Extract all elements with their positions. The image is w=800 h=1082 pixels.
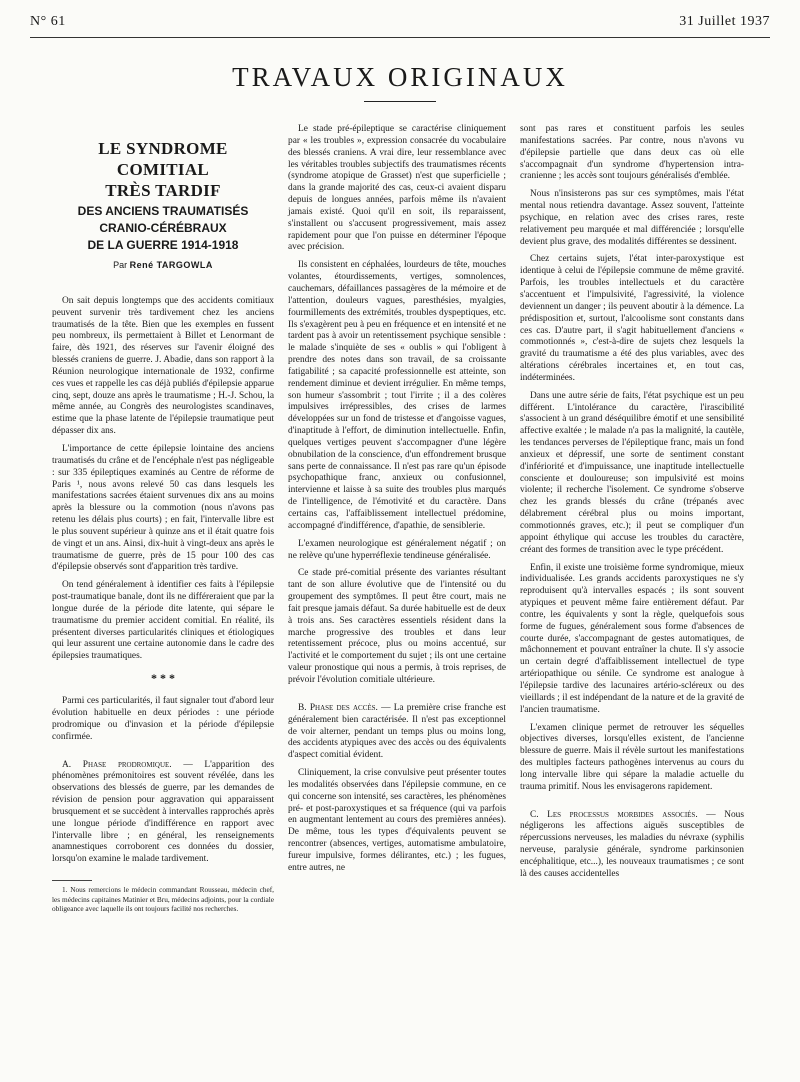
spacer xyxy=(288,693,506,703)
paragraph: Enfin, il existe une troisième forme syndromique, mieux individualisée. Les grands accidents paroxystiques ne s'y reproduisent qu'à intervalles espacés ; ils sont souvent atypiques et peuvent même faire entièrement défaut. Par contre, les équivalents y sont la règle, quelquefois sous forme de fugues, généralement sous forme d'absences de courte durée, s'accompagnant de gestes automatiques, de mâchonnement et pouvant entraîner la chute. Il s'y associe un certain degré d'affaiblissement intellectuel de type artériopathique ou sénile. Ce syndrome est analogue à l'épilepsie tardive des lacunaires artério-scléreux ou des vieillards ; il est indépendant de la nature et de la gravité de l'ancien traumatisme. xyxy=(520,562,744,715)
paragraph: Nous n'insisterons pas sur ces symptômes, mais l'état mental nous retiendra davantage. Assez souvent, l'atteinte psychique, en relation avec des crises rares, reste relativement peu marquée et mal différenciée ; lorsqu'elle devient plus grave, des modalités différentes se dessinent. xyxy=(520,189,744,247)
spacer xyxy=(520,800,744,810)
paragraph: Parmi ces particularités, il faut signaler tout d'abord leur évolution habituelle en deux périodes : une période prodromique ou d'invasion et la période d'épilepsie confirmée. xyxy=(52,696,274,742)
paragraph-text: — Nous négligerons les affections aiguës susceptibles de répercussions nerveuses, les maladies du névraxe (syphilis nerveuse, paralysie générale, syndrome parkinsonien encéphalitique, etc...), les nouveaux traumatismes ; ce sont là des causes accidentelles xyxy=(520,809,745,879)
paragraph: sont pas rares et constituent parfois les seules manifestations sacrées. Par contre, nous n'avons vu d'épilepsie partielle que dans deux cas où elle s'accompagnait d'un syndrome d'hypertension intra-cranienne ; les accès sont toujours généralisés d'emblée. xyxy=(520,124,744,182)
paragraph: Ils consistent en céphalées, lourdeurs de tête, mouches volantes, étourdissements, vertiges, somnolences, cauchemars, défaillances passagères de la mémoire et de l'attention, douleurs vagues, paresthésies, myalgies, fourmillements des extrémités, troubles dyspeptiques, etc. Ils s'exagèrent peu à peu en fréquence et en intensité et ne tardent pas à avoir un retentissement psychique sensible : le malade s'inquiète de ses « oublis » qui l'obligent à prendre des notes dans son travail, de sa croissante fatigabilité ; sa capacité professionnelle est atteinte, son rendement diminue et devient irrégulier. En même temps, son humeur s'assombrit ; tout l'irrite ; il a des colères impulsives irrépressibles, des crises de larmes développées sur un fond de tristesse et d'angoisse vagues, d'inaptitude à l'effort, de diminution intellectuelle. Enfin, quelques vertiges peuvent s'accompagner d'une légère obnubilation de la conscience, d'un effondrement brusque sans perte de connaissance. Il n'est pas rare qu'un épisode psychopathique franc, anxieux ou confusionnel, intervienne et laisse à sa suite des troubles plus marqués de l'intelligence, de l'émotivité et du caractère. Dans certains cas, l'affaiblissement intellectuel prédomine, accompagné d'indifférence, d'apathie, de sensiblerie. xyxy=(288,260,506,531)
footnote-rule xyxy=(52,880,92,881)
article-subtitle-line: DE LA GUERRE 1914-1918 xyxy=(87,238,239,252)
paragraph: Le stade pré-épileptique se caractérise cliniquement par « les troubles », expression consacrée du vocabulaire des blessés craniens. A vrai dire, leur ressemblance avec les véritables troubles subjectifs des traumatismes récents (syndrome atopique de Grasset) n'est que superficielle ; dans la grande majorité des cas, ceux-ci avaient disparu depuis de longues années, parfois même ils n'avaient jamais existé. Quoi qu'il en soit, ils reparaissent, s'installent ou s'accusent progressivement, mais assez rapidement pour que l'on puisse en déterminer l'époque avec précision. xyxy=(288,124,506,253)
paragraph: On tend généralement à identifier ces faits à l'épilepsie post-traumatique banale, dont ils ne différeraient que par la longue durée de la période dite latente, qui sépare le traumatisme du premier accident comitial. En réalité, ils présentent diverses particularités cliniques et étiologiques qui leur assurent une certaine autonomie dans le cadre des épilepsies traumatiques. xyxy=(52,580,274,662)
article-subtitle xyxy=(52,203,274,254)
footnote: 1. Nous remercions le médecin commandant Rousseau, médecin chef, les médecins capitaines Matinier et Bru, médecins adjoints, pour la cordiale obligeance avec laquelle ils ont toujours facilité nos recherches. xyxy=(52,885,274,913)
paragraph: L'examen clinique permet de retrouver les séquelles objectives diverses, lorsqu'elles existent, de l'ancienne blessure de guerre. Mais il révèle surtout les manifestations des multiples facteurs pathogènes intervenus au cours du long intervalle libre qui sépare la maladie actuelle du trauma primitif. Nous les envisagerons rapidement. xyxy=(520,722,744,792)
paragraph xyxy=(288,703,506,762)
paragraph: L'examen neurologique est généralement négatif ; on ne relève qu'une hyperréflexie tendineuse généralisée. xyxy=(288,538,506,561)
paragraph: Ce stade pré-comitial présente des variantes résultant tant de son allure évolutive que de l'intensité ou du groupement des symptômes. Il peut être court, mais ne fait presque jamais défaut. Sa durée habituelle est de deux à trois ans. Ses caractères essentiels résident dans la marche progressive des troubles et dans leur retentissement précoce, plus ou moins accentué, sur l'activité et le comportement du sujet ; ils ont une certaine valeur pronostique qui nous a permis, à trois reprises, de prévoir l'évolution comitiale ultérieure. xyxy=(288,568,506,685)
subsection-heading: B. Phase des accès. xyxy=(298,702,378,713)
section-title: TRAVAUX ORIGINAUX xyxy=(232,62,568,92)
paragraph: Chez certains sujets, l'état inter-paroxystique est identique à celui de l'épilepsie commune de même gravité. Parfois, les troubles intellectuels et du caractère s'accentuent et l'impulsivité, l'agressivité, la violence deviennent un danger ; ils peuvent aboutir à la démence. La prédisposition et, surtout, l'alcoolisme sont constants dans ces cas. D'autre part, il s'agit habituellement d'anciens « commotionnés », c'est-à-dire de sujets chez lesquels la gravité du traumatisme a été des plus variables, avec des altérations cérébrales incertaines et, en tout cas, indéterminées. xyxy=(520,254,744,383)
article-subtitle-line: DES ANCIENS TRAUMATISÉS xyxy=(77,204,249,218)
article-subtitle-line: CRANIO-CÉRÉBRAUX xyxy=(99,221,227,235)
article-title-line: LE SYNDROME COMITIAL xyxy=(98,139,228,179)
spacer xyxy=(52,750,274,760)
paragraph: L'importance de cette épilepsie lointaine des anciens traumatisés du crâne et de l'encéphale n'est pas négligeable : sur 335 épileptiques examinés au Centre de réforme de Paris ¹, nous avons relevé 50 cas dans lesquels les manifestations sacrées étaient survenues dix ans au moins après la blessure ou la commotion (nous n'avons pas retenu les délais plus courts) ; en fait, l'intervalle libre est le plus souvent supérieur à quinze ans et il était quatre fois de vingt et un ans. Ainsi, dix-huit à vingt-deux ans après le traumatisme de guerre, près de 15 pour 100 des cas d'épilepsie observés sont d'apparition très tardive. xyxy=(52,443,274,573)
paragraph: Cliniquement, la crise convulsive peut présenter toutes les modalités observées dans l'épilepsie commune, en ce qui concerne son intensité, ses caractères, les phénomènes pré- et post-paroxystiques et sa fréquence (qui va parfois en augmentant lentement au cours des premières années). De même, tous les types d'équivalents peuvent se rencontrer (absences, vertiges, automatisme ambulatoire, fureur impulsive, formes délirantes, etc.) ; les fugues, entre autres, ne xyxy=(288,768,506,873)
paragraph: Dans une autre série de faits, l'état psychique est un peu différent. L'intolérance du caractère, l'irascibilité s'associent à un grand déséquilibre émotif et une sensibilité affective exaltée ; le malade n'a pas la malignité, la cautèle, les tendances perverses de l'épileptique franc, mais un fond anxieux et dépressif, une sorte de sentiment constant d'infériorité et d'impuissance, une inaptitude intellectuelle consciente et douloureuse; son impulsivité est moins violente; il recherche l'isolement. Ce syndrome s'observe chez les grands blessés du crâne (trépanés avec délabrement cérébral plus ou moins important, commotionnés graves, etc.); il peut se compliquer d'un appoint éthylique qui accuse les troubles du caractère, créant des formes de transition avec le type précédent. xyxy=(520,390,744,555)
paragraph xyxy=(52,760,274,867)
subsection-heading: C. Les processus morbides associés. xyxy=(530,809,698,820)
author-prefix: Par xyxy=(113,260,128,270)
article-title xyxy=(52,138,274,201)
column-2 xyxy=(288,124,506,881)
column-1 xyxy=(52,124,274,919)
author-name: René TARGOWLA xyxy=(129,260,213,270)
article-title-line: TRÈS TARDIF xyxy=(105,181,221,200)
section-asterisks: * * * xyxy=(151,671,175,686)
paragraph-text: — La première crise franche est généralement bien caractérisée. Il n'est pas exceptionnel de voir alterner, pendant un temps plus ou moins long, des accidents atypiques avec des accès ou des équivalents d'aspect comitial évident. xyxy=(288,702,506,761)
column-3 xyxy=(520,124,744,887)
author-line xyxy=(52,260,274,272)
title-rule xyxy=(364,101,436,102)
running-header xyxy=(30,14,770,34)
subsection-heading: A. Phase prodromique. xyxy=(62,759,172,770)
paragraph xyxy=(520,810,744,881)
paragraph: On sait depuis longtemps que des accidents comitiaux peuvent survenir très tardivement chez les anciens traumatisés de la tête. Bien que les exemples en fussent peu nombreux, ils permettaient à Billet et Lenormant de faire, dès 1921, des réserves sur l'avenir éloigné des blessés craniens de guerre. J. Abadie, dans son rapport à la Réunion neurologique internationale de 1932, confirme ces vues et rappelle les cas déjà publiés d'épilepsie apparue cinq, sept, douze ans après le traumatisme ; H.-J. Schou, la même année, au Congrès des neurologistes scandinaves, estime que la phase latente de l'épilepsie traumatique peut dépasser dix ans. xyxy=(52,295,274,437)
issue-date: 31 Juillet 1937 xyxy=(679,14,770,29)
header-rule xyxy=(30,37,770,38)
issue-number: N° 61 xyxy=(30,14,66,29)
paragraph-text: — L'apparition des phénomènes prémonitoires est souvent révélée, dans les observations des blessés de guerre, par les demandes de révision de pension pour aggravation qui apparaissent brusquement et se succèdent à intervalles rapprochés après une longue période d'indifférence en rapport avec l'intervalle libre ; en général, les renseignements anamnestiques corroborent ces données du dossier, lorsqu'on examine le malade tardivement. xyxy=(52,759,274,865)
